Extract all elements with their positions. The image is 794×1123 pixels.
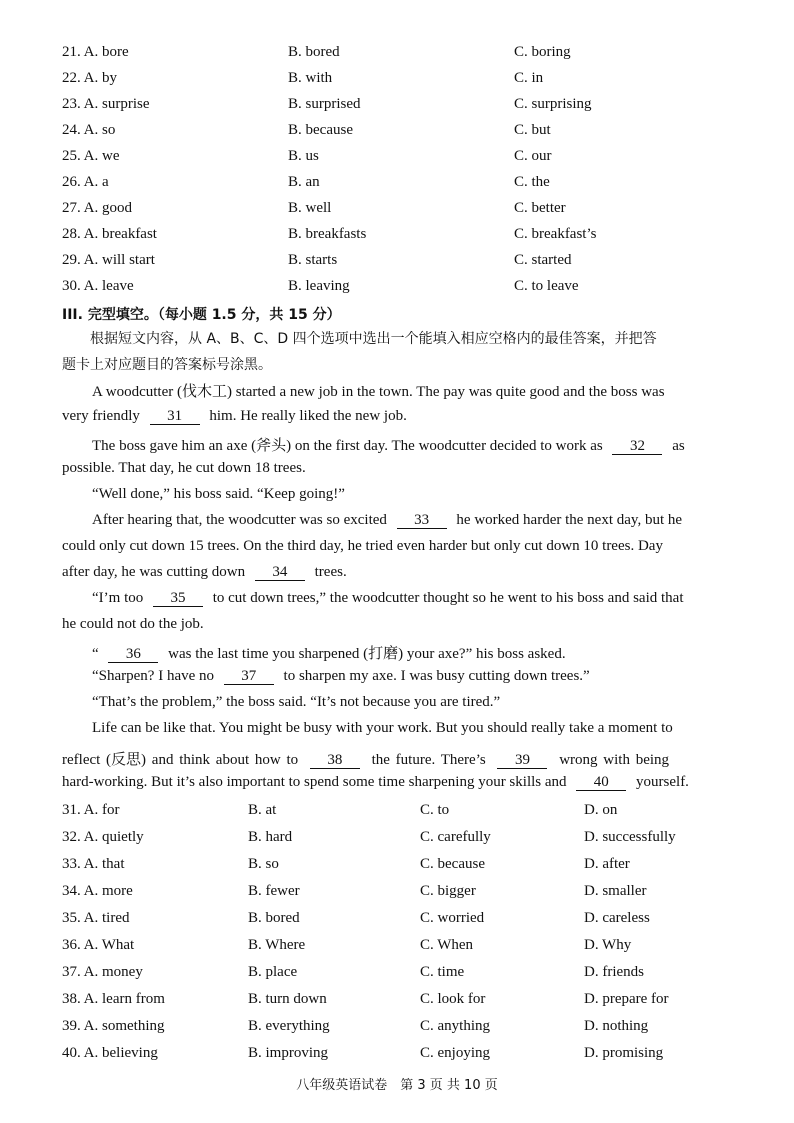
option-a: 32. A. quietly	[62, 829, 144, 845]
text: After hearing that, the woodcutter was so excited	[92, 512, 387, 528]
option-a: 27. A. good	[62, 200, 133, 216]
blank-39: 39	[497, 752, 547, 769]
option-a: 31. A. for	[62, 802, 120, 818]
option-b: B. starts	[288, 252, 338, 268]
option-c: C. anything	[420, 1018, 490, 1034]
text: very friendly	[62, 408, 140, 424]
passage-line	[62, 748, 669, 769]
option-d: D. promising	[584, 1045, 664, 1061]
option-b: B. turn down	[248, 991, 327, 1007]
text: hard-working. But it’s also important to spend some time sharpening your skills and	[62, 774, 567, 790]
option-d: D. on	[584, 802, 618, 818]
text: reflect (反思) and think about how to	[62, 752, 299, 768]
question-row	[0, 70, 794, 90]
option-a: 28. A. breakfast	[62, 226, 157, 242]
blank-34: 34	[255, 564, 305, 581]
option-b: B. well	[288, 200, 332, 216]
option-d: D. smaller	[584, 883, 647, 899]
option-c: C. boring	[514, 44, 571, 60]
section-instruction-cont: 题卡上对应题目的答案标号涂黑。	[62, 357, 272, 373]
question-row	[0, 937, 794, 957]
option-b: B. fewer	[248, 883, 300, 899]
option-c: C. started	[514, 252, 572, 268]
question-row	[0, 200, 794, 220]
text: The boss gave him an axe (斧头) on the first day. The woodcutter decided to work as	[92, 438, 603, 454]
option-d: D. friends	[584, 964, 644, 980]
option-a: 40. A. believing	[62, 1045, 158, 1061]
option-c: C. enjoying	[420, 1045, 490, 1061]
option-c: C. carefully	[420, 829, 491, 845]
option-a: 22. A. by	[62, 70, 118, 86]
question-row	[0, 1045, 794, 1065]
passage-line: he could not do the job.	[62, 616, 204, 632]
option-c: C. bigger	[420, 883, 476, 899]
text: to sharpen my axe. I was busy cutting down trees.”	[283, 668, 590, 684]
option-b: B. place	[248, 964, 298, 980]
passage-line	[62, 408, 407, 425]
passage-line: could only cut down 15 trees. On the third day, he tried even harder but only cut down 10 trees. Day	[62, 538, 663, 554]
option-d: D. after	[584, 856, 630, 872]
question-row	[0, 148, 794, 168]
option-d: D. Why	[584, 937, 632, 953]
question-row	[0, 278, 794, 298]
text: yourself.	[636, 774, 689, 790]
blank-38: 38	[310, 752, 360, 769]
option-a: 33. A. that	[62, 856, 125, 872]
question-row	[0, 829, 794, 849]
option-a: 23. A. surprise	[62, 96, 150, 112]
section-instruction: 根据短文内容，从 A、B、C、D 四个选项中选出一个能填入相应空格内的最佳答案，并把答	[90, 331, 657, 347]
option-d: D. successfully	[584, 829, 676, 845]
option-a: 24. A. so	[62, 122, 116, 138]
question-row	[0, 226, 794, 246]
option-d: D. prepare for	[584, 991, 669, 1007]
question-row	[0, 44, 794, 64]
option-c: C. in	[514, 70, 544, 86]
passage-line: Life can be like that. You might be busy with your work. But you should really take a moment to	[92, 720, 673, 736]
option-b: B. an	[288, 174, 320, 190]
text: wrong with being	[559, 752, 670, 768]
option-b: B. hard	[248, 829, 293, 845]
option-c: C. look for	[420, 991, 486, 1007]
question-row	[0, 991, 794, 1011]
blank-32: 32	[612, 438, 662, 455]
question-row	[0, 96, 794, 116]
option-c: C. to leave	[514, 278, 579, 294]
option-c: C. the	[514, 174, 550, 190]
question-row	[0, 1018, 794, 1038]
option-b: B. so	[248, 856, 279, 872]
text: “Sharpen? I have no	[92, 668, 215, 684]
passage-line	[92, 590, 683, 607]
question-row	[0, 964, 794, 984]
question-row	[0, 174, 794, 194]
page-footer: 八年级英语试卷 第 3 页 共 10 页	[296, 1078, 498, 1093]
blank-37: 37	[224, 668, 274, 685]
passage-line	[92, 642, 566, 663]
text: as	[672, 438, 685, 454]
question-row	[0, 883, 794, 903]
text: “I’m too	[92, 590, 144, 606]
passage-line	[92, 668, 590, 685]
option-a: 21. A. bore	[62, 44, 129, 60]
question-row	[0, 802, 794, 822]
text: “	[92, 646, 99, 662]
option-b: B. Where	[248, 937, 306, 953]
option-d: D. careless	[584, 910, 650, 926]
option-c: C. to	[420, 802, 450, 818]
option-a: 30. A. leave	[62, 278, 134, 294]
text: he worked harder the next day, but he	[456, 512, 683, 528]
text: to cut down trees,” the woodcutter thought so he went to his boss and said that	[212, 590, 684, 606]
question-row	[0, 856, 794, 876]
option-c: C. better	[514, 200, 566, 216]
blank-33: 33	[397, 512, 447, 529]
option-b: B. because	[288, 122, 353, 138]
blank-35: 35	[153, 590, 203, 607]
text: after day, he was cutting down	[62, 564, 246, 580]
question-row	[0, 122, 794, 142]
passage-line	[92, 434, 685, 455]
option-c: C. time	[420, 964, 465, 980]
option-b: B. everything	[248, 1018, 330, 1034]
passage-line	[62, 564, 347, 581]
option-a: 35. A. tired	[62, 910, 130, 926]
question-row	[0, 252, 794, 272]
option-b: B. bored	[288, 44, 340, 60]
option-a: 34. A. more	[62, 883, 133, 899]
blank-36: 36	[108, 646, 158, 663]
option-a: 37. A. money	[62, 964, 143, 980]
option-c: C. worried	[420, 910, 485, 926]
option-a: 29. A. will start	[62, 252, 155, 268]
option-b: B. breakfasts	[288, 226, 367, 242]
option-c: C. breakfast’s	[514, 226, 597, 242]
option-c: C. surprising	[514, 96, 592, 112]
question-row	[0, 910, 794, 930]
option-a: 26. A. a	[62, 174, 109, 190]
option-b: B. with	[288, 70, 333, 86]
passage-line	[62, 774, 689, 791]
option-c: C. When	[420, 937, 474, 953]
passage-line	[92, 512, 682, 529]
option-a: 36. A. What	[62, 937, 135, 953]
text: the future. There’s	[371, 752, 486, 768]
section-title: III. 完型填空。（每小题 1.5 分，共 15 分）	[62, 307, 341, 323]
option-b: B. at	[248, 802, 277, 818]
option-a: 39. A. something	[62, 1018, 165, 1034]
text: him. He really liked the new job.	[209, 408, 407, 424]
option-a: 38. A. learn from	[62, 991, 165, 1007]
option-b: B. us	[288, 148, 319, 164]
option-b: B. improving	[248, 1045, 329, 1061]
blank-31: 31	[150, 408, 200, 425]
option-d: D. nothing	[584, 1018, 649, 1034]
passage-line: “Well done,” his boss said. “Keep going!”	[92, 486, 345, 502]
option-c: C. because	[420, 856, 485, 872]
blank-40: 40	[576, 774, 626, 791]
option-a: 25. A. we	[62, 148, 120, 164]
text: trees.	[314, 564, 347, 580]
option-c: C. our	[514, 148, 552, 164]
option-b: B. surprised	[288, 96, 361, 112]
option-b: B. leaving	[288, 278, 350, 294]
option-b: B. bored	[248, 910, 300, 926]
text: was the last time you sharpened (打磨) your axe?” his boss asked.	[168, 646, 566, 662]
passage-line: possible. That day, he cut down 18 trees.	[62, 460, 306, 476]
option-c: C. but	[514, 122, 551, 138]
passage-line: “That’s the problem,” the boss said. “It’s not because you are tired.”	[92, 694, 501, 710]
passage-line: A woodcutter (伐木工) started a new job in the town. The pay was quite good and the boss was	[92, 384, 665, 400]
